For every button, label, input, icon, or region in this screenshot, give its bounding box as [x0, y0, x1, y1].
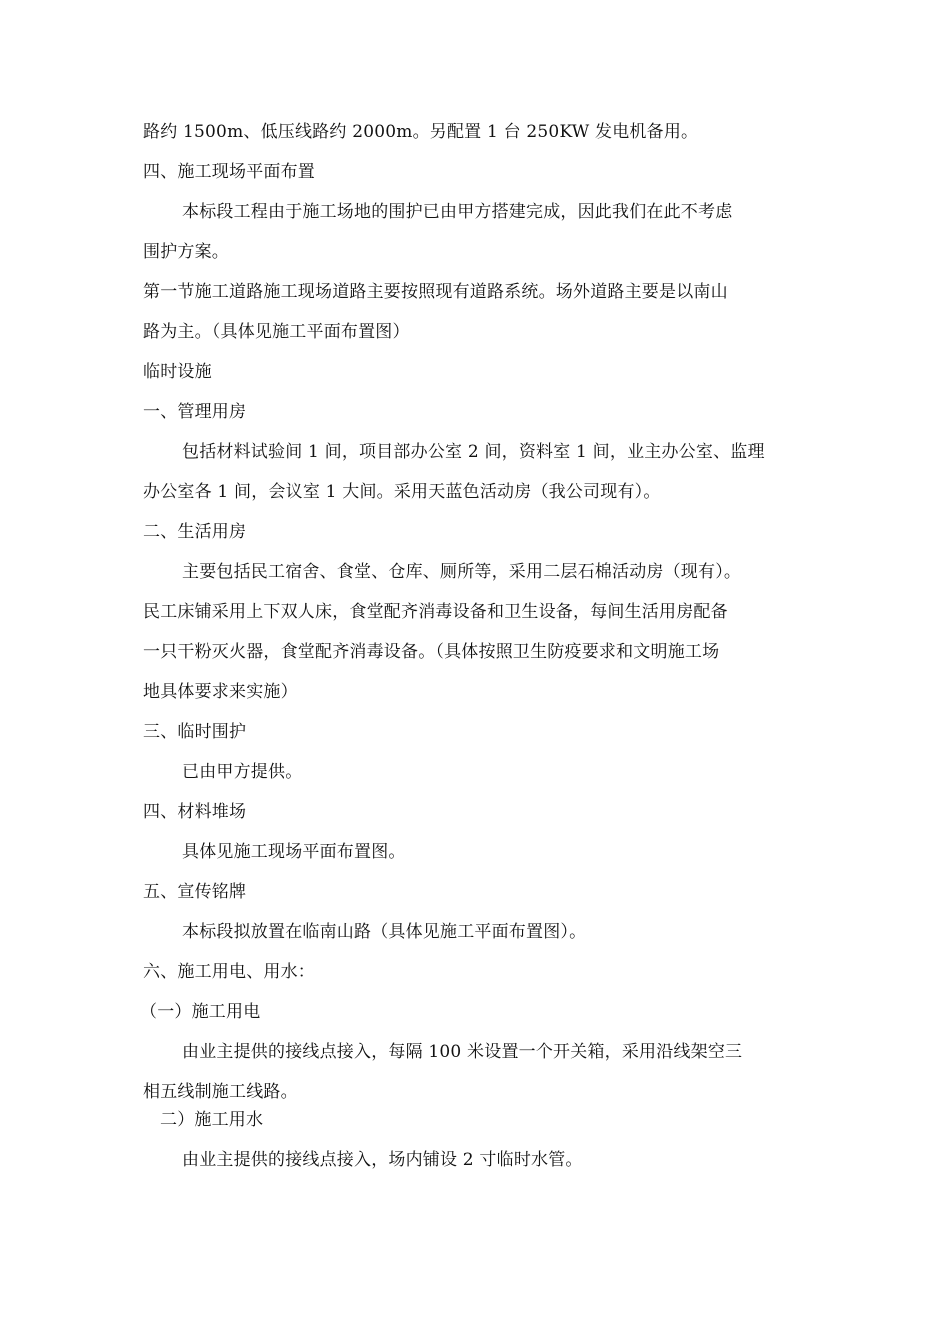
paragraph-line: 民工床铺采用上下双人床，食堂配齐消毒设备和卫生设备，每间生活用房配备 — [143, 602, 728, 622]
paragraph-line: 一只干粉灭火器，食堂配齐消毒设备。（具体按照卫生防疫要求和文明施工场 — [143, 642, 720, 662]
section-heading: 五、宣传铭牌 — [143, 882, 247, 902]
section-heading: 三、临时围护 — [143, 722, 247, 742]
paragraph-line: 主要包括民工宿舍、食堂、仓库、厕所等，采用二层石棉活动房（现有）。 — [182, 562, 742, 582]
paragraph-line: 由业主提供的接线点接入，每隔 100 米设置一个开关箱，采用沿线架空三 — [182, 1042, 743, 1062]
paragraph-line: 本标段工程由于施工场地的围护已由甲方搭建完成，因此我们在此不考虑 — [182, 202, 733, 222]
paragraph-line: 路约 1500m、低压线路约 2000m。另配置 1 台 250KW 发电机备用。 — [143, 122, 699, 142]
paragraph-line: 第一节施工道路施工现场道路主要按照现有道路系统。场外道路主要是以南山 — [143, 282, 728, 302]
section-heading: 一、管理用房 — [143, 402, 247, 422]
section-heading: 六、施工用电、用水： — [143, 962, 315, 982]
paragraph-line: 地具体要求来实施） — [143, 682, 298, 702]
paragraph-line: 已由甲方提供。 — [182, 762, 303, 782]
section-heading: 临时设施 — [143, 362, 212, 382]
section-heading: 四、材料堆场 — [143, 802, 247, 822]
paragraph-line: 本标段拟放置在临南山路（具体见施工平面布置图）。 — [182, 922, 587, 942]
section-heading: 四、施工现场平面布置 — [143, 162, 315, 182]
subsection-heading: （一）施工用电 — [140, 1002, 261, 1022]
paragraph-line: 具体见施工现场平面布置图。 — [182, 842, 406, 862]
paragraph-line: 路为主。（具体见施工平面布置图） — [143, 322, 410, 342]
paragraph-line: 相五线制施工线路。 — [143, 1082, 298, 1102]
subsection-heading: 二）施工用水 — [160, 1110, 264, 1130]
paragraph-line: 围护方案。 — [143, 242, 229, 262]
paragraph-line: 包括材料试验间 1 间，项目部办公室 2 间，资料室 1 间，业主办公室、监理 — [182, 442, 765, 462]
paragraph-line: 办公室各 1 间，会议室 1 大间。采用天蓝色活动房（我公司现有）。 — [143, 482, 661, 502]
section-heading: 二、生活用房 — [143, 522, 247, 542]
paragraph-line: 由业主提供的接线点接入，场内铺设 2 寸临时水管。 — [182, 1150, 583, 1170]
